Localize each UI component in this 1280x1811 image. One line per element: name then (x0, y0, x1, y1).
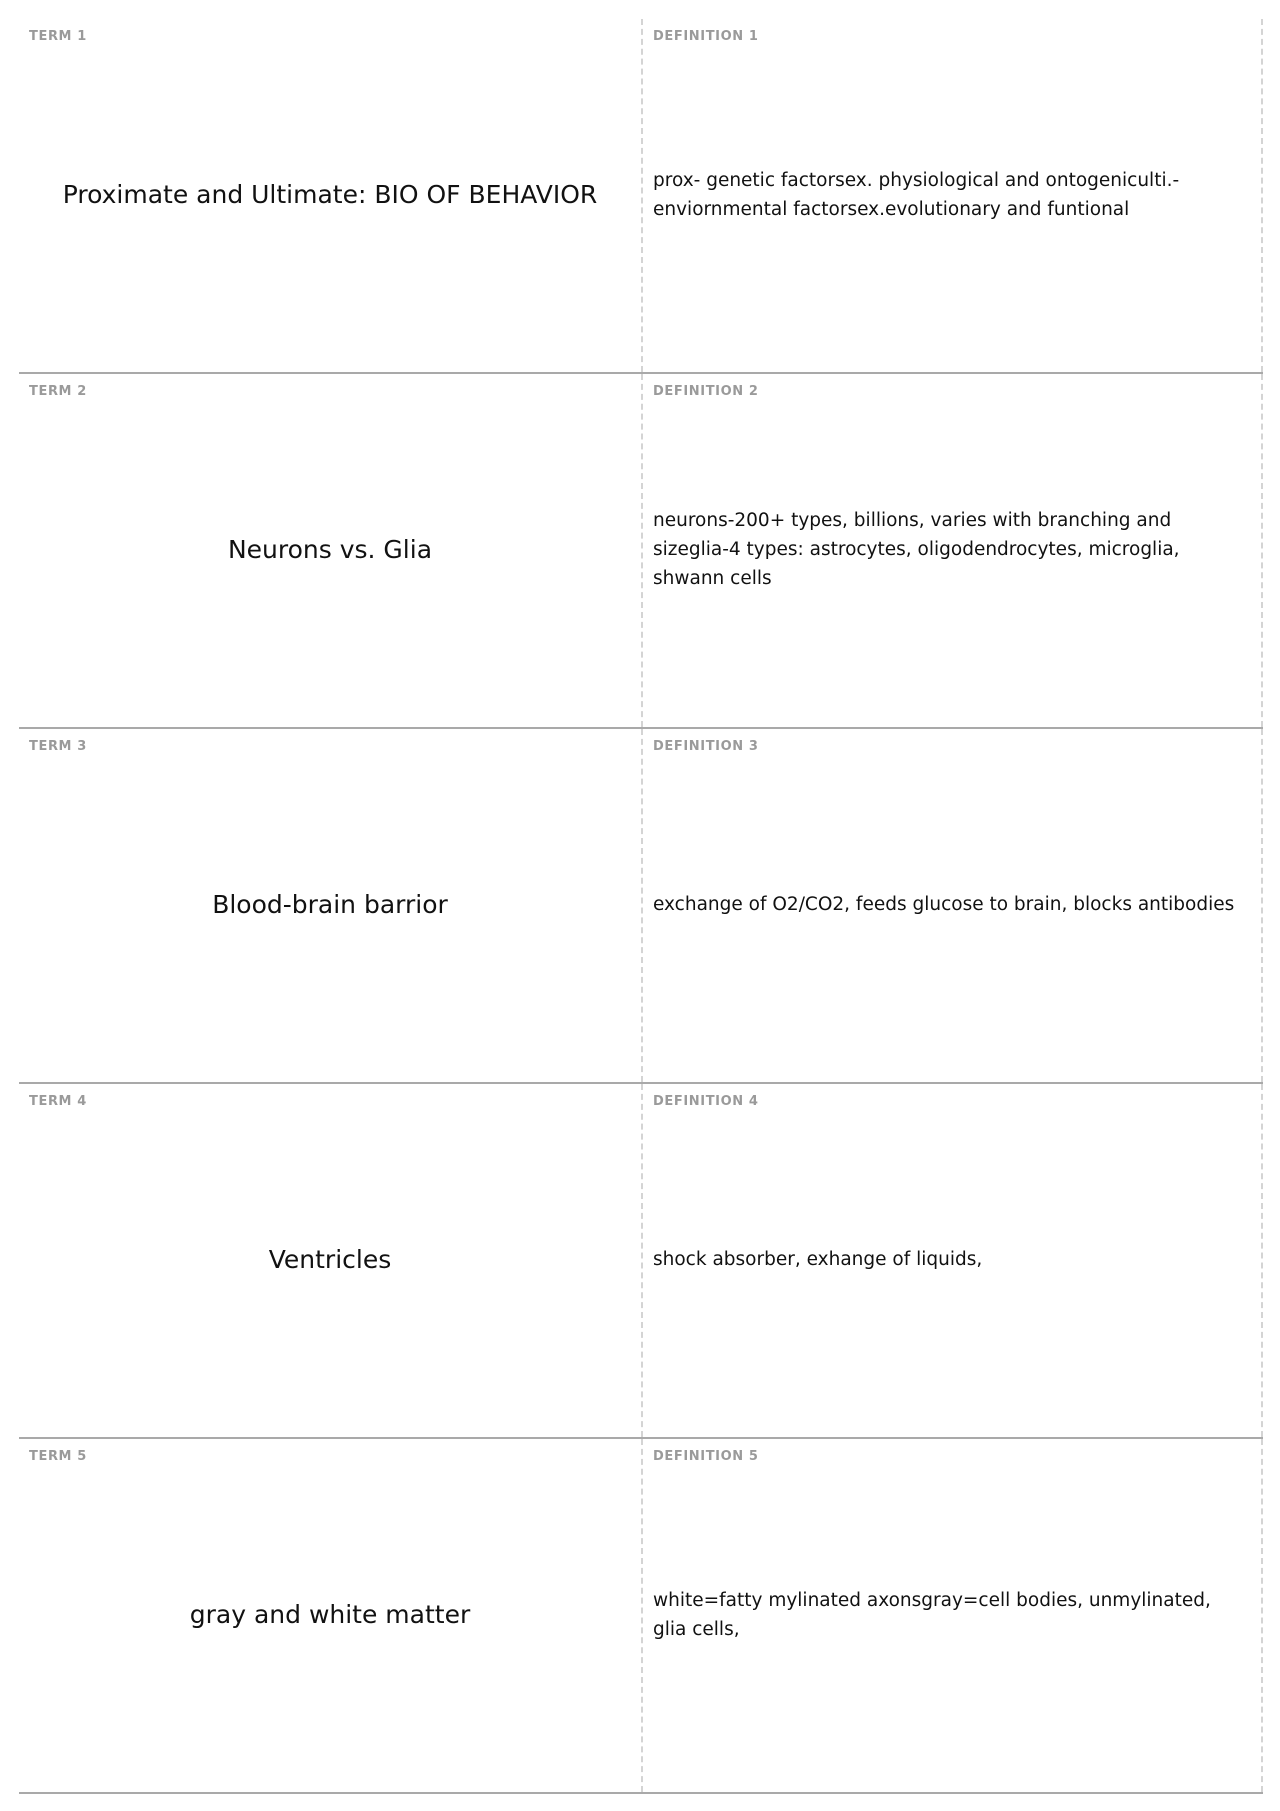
term-label: TERM 5 (29, 1449, 87, 1464)
definition-cell-2 (643, 374, 1263, 727)
definition-cell-3 (643, 729, 1263, 1082)
definition-text-wrap (653, 1084, 1247, 1437)
definition-label: DEFINITION 2 (653, 384, 759, 399)
term-label: TERM 1 (29, 29, 87, 44)
definition-text: prox- genetic factorsex. physiological and ontogeniculti.- enviornmental factorsex.evolutionary and funtional (653, 169, 1180, 220)
definition-text: shock absorber, exhange of liquids, (653, 1249, 983, 1271)
definition-cell-4 (643, 1084, 1263, 1437)
definition-text-wrap (653, 19, 1247, 372)
definition-label: DEFINITION 1 (653, 29, 759, 44)
term-text: Neurons vs. Glia (227, 535, 433, 565)
definition-cell-5 (643, 1439, 1263, 1792)
term-label: TERM 2 (29, 384, 87, 399)
term-cell-1 (19, 19, 643, 372)
term-text: Proximate and Ultimate: BIO OF BEHAVIOR (62, 180, 598, 210)
term-text: Ventricles (268, 1245, 392, 1275)
term-cell-2 (19, 374, 643, 727)
flashcard-sheet (19, 19, 1263, 1794)
definition-cell-1 (643, 19, 1263, 372)
term-label: TERM 3 (29, 739, 87, 754)
term-cell-3 (19, 729, 643, 1082)
card-row-3 (19, 729, 1263, 1084)
term-text: gray and white matter (189, 1600, 471, 1630)
card-row-5 (19, 1439, 1263, 1794)
definition-label: DEFINITION 3 (653, 739, 759, 754)
definition-text-wrap (653, 729, 1247, 1082)
definition-label: DEFINITION 4 (653, 1094, 759, 1109)
definition-text: neurons-200+ types, billions, varies with branching and sizeglia-4 types: astrocytes, oligodendrocytes, microglia, shwann cells (653, 510, 1180, 589)
card-row-2 (19, 374, 1263, 729)
definition-label: DEFINITION 5 (653, 1449, 759, 1464)
term-cell-4 (19, 1084, 643, 1437)
definition-text: exchange of O2/CO2, feeds glucose to brain, blocks antibodies (653, 894, 1235, 916)
card-row-1 (19, 19, 1263, 374)
term-cell-5 (19, 1439, 643, 1792)
term-label: TERM 4 (29, 1094, 87, 1109)
definition-text-wrap (653, 1439, 1247, 1792)
definition-text-wrap (653, 374, 1247, 727)
definition-text: white=fatty mylinated axonsgray=cell bodies, unmylinated, glia cells, (653, 1589, 1211, 1640)
card-row-4 (19, 1084, 1263, 1439)
term-text: Blood-brain barrior (212, 890, 448, 920)
